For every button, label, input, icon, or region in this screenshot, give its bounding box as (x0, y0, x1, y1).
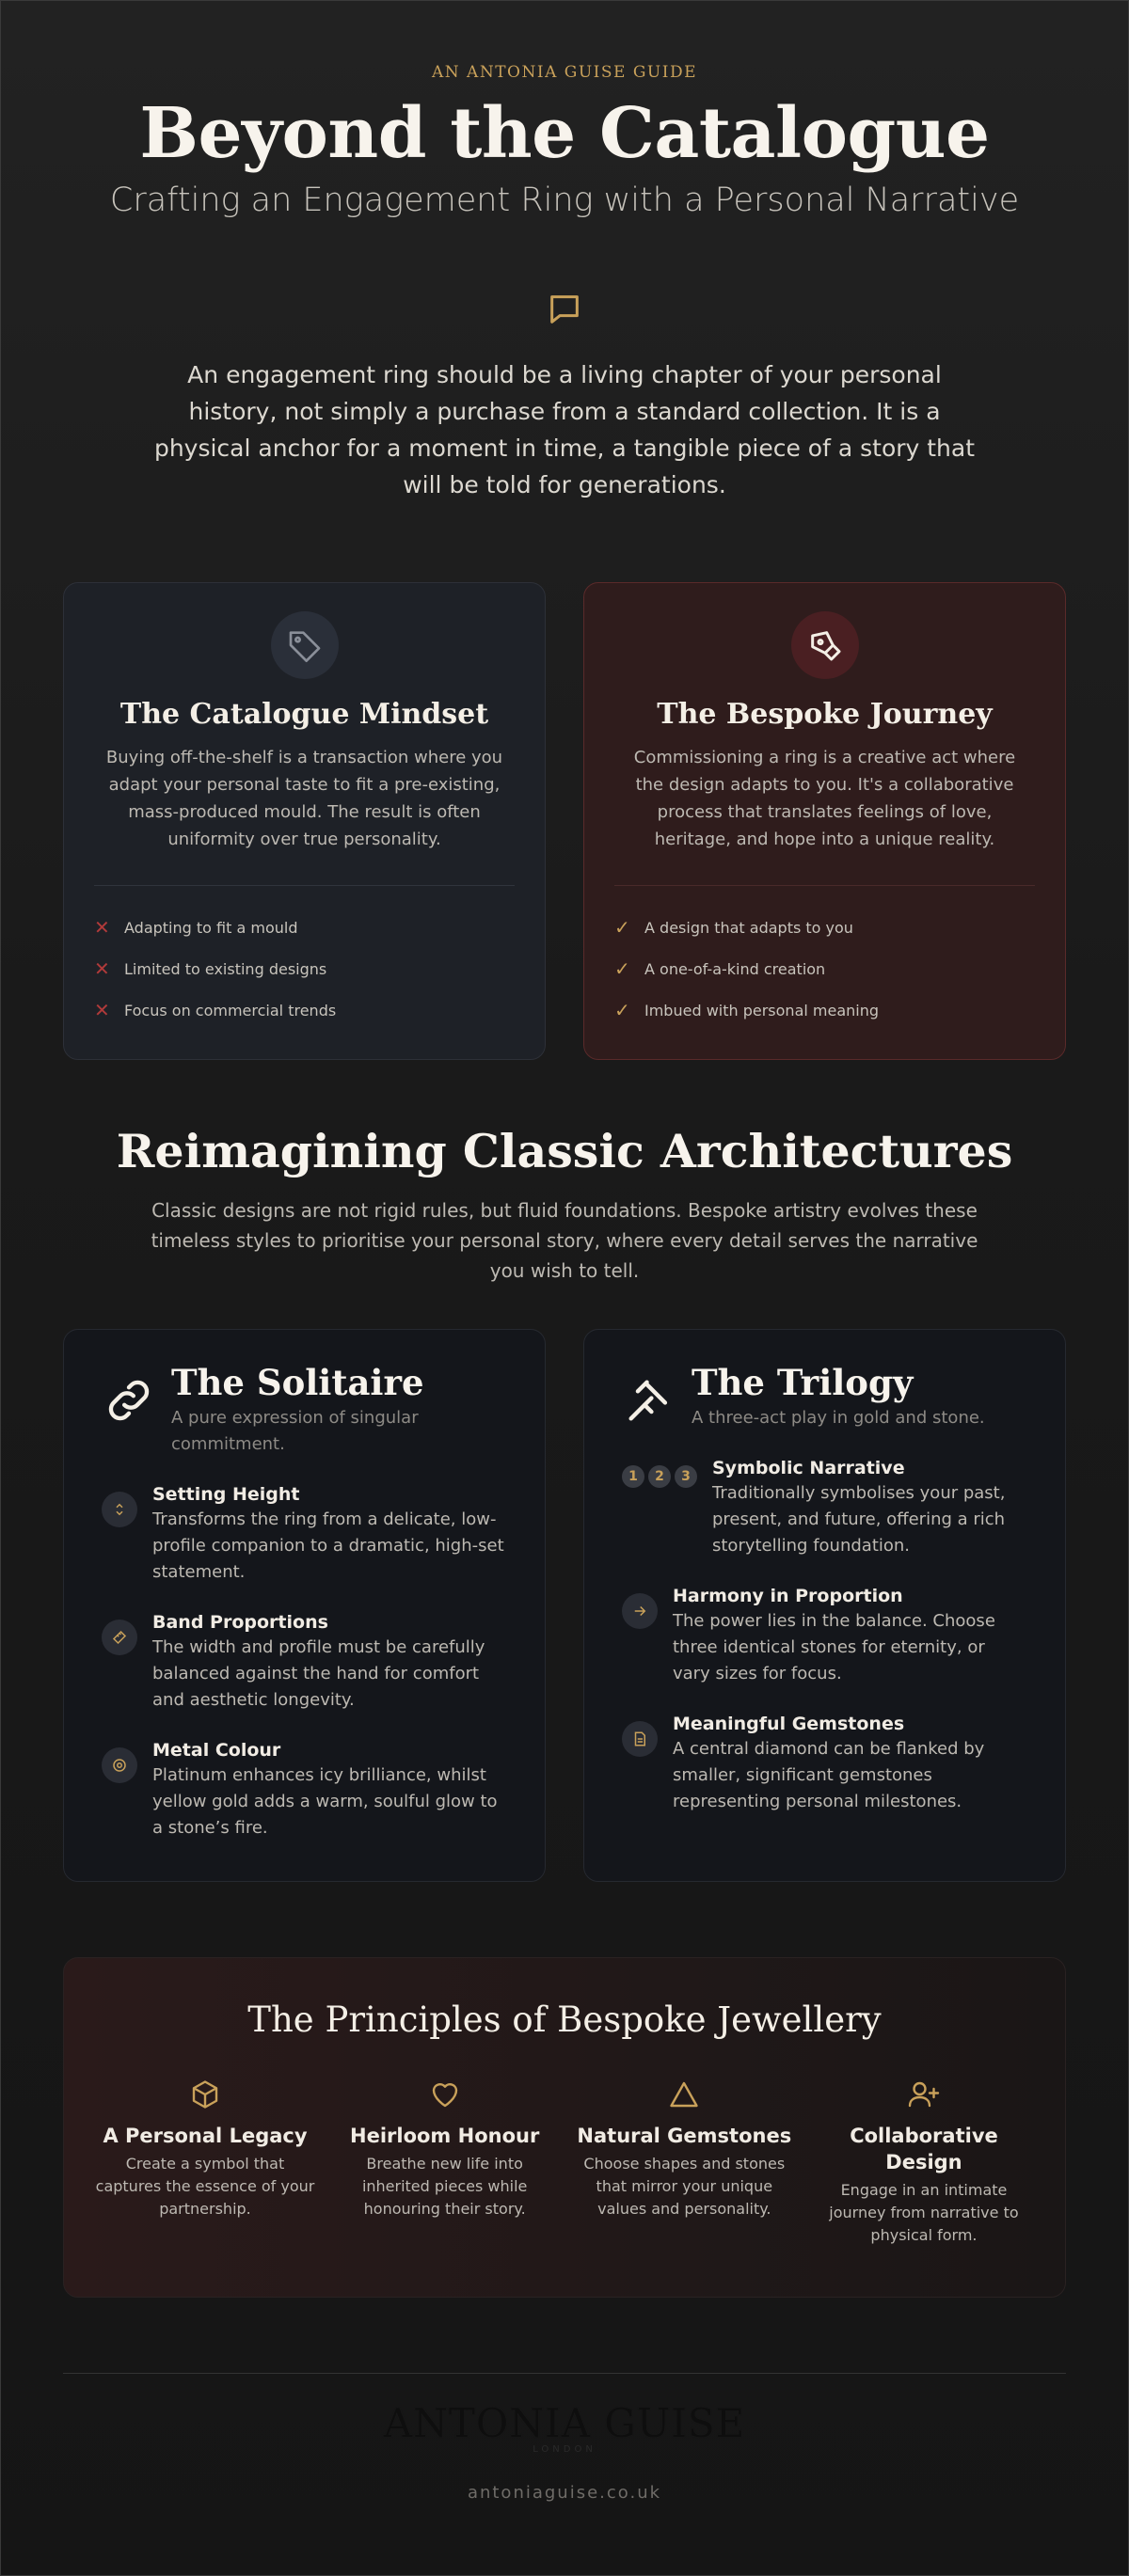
list-item (94, 907, 515, 948)
principle-text: Engage in an intimate journey from narrative to physical form. (829, 2181, 1019, 2244)
trilogy-subtitle: A three-act play in gold and stone. (692, 1408, 985, 1428)
website-link[interactable]: antoniaguise.co.uk (467, 2483, 662, 2503)
list-item (94, 948, 515, 989)
feature-title: Metal Colour (152, 1740, 281, 1761)
list-item-label: Adapting to fit a mould (124, 918, 298, 937)
principle-item (92, 2076, 318, 2247)
bespoke-description: Commissioning a ring is a creative act where the design adapts to you. It's a collaborative process that translates feelings of love, heritage, and hope into a unique reality. (633, 748, 1016, 849)
page-subtitle: Crafting an Engagement Ring with a Personal Narrative (109, 182, 1020, 219)
divider (94, 885, 515, 886)
principles-grid (64, 2076, 1065, 2247)
ruler-icon (102, 1620, 137, 1655)
eyebrow: AN ANTONIA GUISE GUIDE (432, 63, 697, 82)
list-item-label: A design that adapts to you (644, 918, 853, 937)
list-item (614, 907, 1035, 948)
bespoke-title: The Bespoke Journey (657, 698, 993, 731)
catalogue-title: The Catalogue Mindset (119, 698, 489, 731)
triangle-icon (571, 2076, 797, 2113)
solitaire-header (102, 1362, 507, 1458)
solitaire-card (63, 1329, 546, 1882)
solitaire-title: The Solitaire (171, 1362, 424, 1403)
principle-text: Create a symbol that captures the essence of your partnership. (95, 2155, 315, 2218)
cross-icon: ✕ (94, 999, 110, 1021)
principle-title: Collaborative Design (850, 2125, 998, 2173)
divider (614, 885, 1035, 886)
tools-icon (622, 1373, 676, 1428)
bespoke-list (614, 907, 1035, 1031)
feature-item (622, 1714, 1027, 1815)
footer (1, 2400, 1128, 2503)
principle-text: Choose shapes and stones that mirror your unique values and personality. (583, 2155, 786, 2218)
target-icon (102, 1747, 137, 1783)
principle-title: Natural Gemstones (577, 2125, 792, 2147)
number-badges (622, 1465, 697, 1559)
feature-item (102, 1740, 507, 1841)
footer-divider (63, 2373, 1066, 2374)
feature-item (622, 1458, 1027, 1559)
number-badge: 3 (675, 1465, 697, 1488)
cross-icon: ✕ (94, 916, 110, 939)
list-item-label: Focus on commercial trends (124, 1001, 337, 1019)
list-item-label: A one-of-a-kind creation (644, 959, 826, 978)
principles-panel (63, 1957, 1066, 2298)
feature-text: Traditionally symbolises your past, present, and future, offering a rich storytelling foundation. (712, 1483, 1006, 1556)
tag-icon (271, 611, 339, 679)
cube-icon (92, 2076, 318, 2113)
list-item (614, 989, 1035, 1031)
chain-link-icon (102, 1373, 156, 1428)
principle-item (571, 2076, 797, 2247)
catalogue-card (63, 582, 546, 1060)
architectures-cards (1, 1329, 1128, 1882)
arrow-right-icon (622, 1593, 658, 1629)
feature-item (622, 1586, 1027, 1687)
feature-title: Meaningful Gemstones (673, 1714, 905, 1734)
comparison-section (1, 582, 1128, 1060)
list-item-label: Limited to existing designs (124, 959, 327, 978)
solitaire-subtitle: A pure expression of singular commitment. (171, 1408, 419, 1454)
number-badge: 1 (622, 1465, 644, 1488)
feature-text: The power lies in the balance. Choose three identical stones for eternity, or vary sizes for focus. (673, 1611, 995, 1683)
list-item-label: Imbued with personal meaning (644, 1001, 880, 1019)
principles-title: The Principles of Bespoke Jewellery (247, 1999, 882, 2040)
trilogy-title: The Trilogy (692, 1362, 914, 1403)
brand-location: LONDON (533, 2444, 596, 2455)
feature-text: Transforms the ring from a delicate, low-profile companion to a dramatic, high-set statement. (152, 1509, 504, 1582)
feature-title: Band Proportions (152, 1612, 328, 1633)
feature-title: Harmony in Proportion (673, 1586, 903, 1606)
principle-item (811, 2076, 1037, 2247)
feature-text: A central diamond can be flanked by smaller, significant gemstones representing personal milestones. (673, 1739, 985, 1811)
catalogue-list (94, 907, 515, 1031)
bespoke-card (583, 582, 1066, 1060)
list-item (614, 948, 1035, 989)
feature-item (102, 1612, 507, 1714)
principle-item (332, 2076, 558, 2247)
header (1, 1, 1128, 219)
brand-logo: ANTONIA GUISE (383, 2400, 746, 2446)
feature-text: Platinum enhances icy brilliance, whilst yellow gold adds a warm, soulful glow to a stone’s fire. (152, 1765, 498, 1838)
heart-icon (332, 2076, 558, 2113)
catalogue-description: Buying off-the-shelf is a transaction where you adapt your personal taste to fit a pre-existing, mass-produced mould. The result is often uniformity over true personality. (105, 748, 503, 849)
feature-item (102, 1484, 507, 1586)
page-title: Beyond the Catalogue (139, 93, 990, 174)
feature-title: Symbolic Narrative (712, 1458, 905, 1478)
pen-nib-icon (791, 611, 859, 679)
principle-text: Breathe new life into inherited pieces while honouring their story. (361, 2155, 528, 2218)
feature-title: Setting Height (152, 1484, 300, 1505)
principle-title: A Personal Legacy (103, 2125, 308, 2147)
feature-text: The width and profile must be carefully balanced against the hand for comfort and aesthetic longevity. (152, 1637, 485, 1710)
architectures-section (1, 1124, 1128, 1286)
check-icon: ✓ (614, 957, 630, 980)
check-icon: ✓ (614, 916, 630, 939)
document-icon (622, 1721, 658, 1757)
trilogy-card (583, 1329, 1066, 1882)
height-arrows-icon (102, 1492, 137, 1527)
number-badge: 2 (648, 1465, 671, 1488)
speech-bubble-icon (1, 291, 1128, 328)
architectures-title: Reimagining Classic Architectures (116, 1124, 1013, 1178)
user-plus-icon (811, 2076, 1037, 2113)
trilogy-header (622, 1362, 1027, 1431)
principle-title: Heirloom Honour (350, 2125, 540, 2147)
architectures-description: Classic designs are not rigid rules, but fluid foundations. Bespoke artistry evolves these timeless styles to prioritise your personal story, where every detail serves the narrative you wish to tell. (151, 1199, 978, 1282)
intro-text: An engagement ring should be a living chapter of your personal history, not simply a purchase from a standard collection. It is a physical anchor for a moment in time, a tangible piece of a story that will be told for generations. (153, 361, 976, 498)
cross-icon: ✕ (94, 957, 110, 980)
check-icon: ✓ (614, 999, 630, 1021)
list-item (94, 989, 515, 1031)
